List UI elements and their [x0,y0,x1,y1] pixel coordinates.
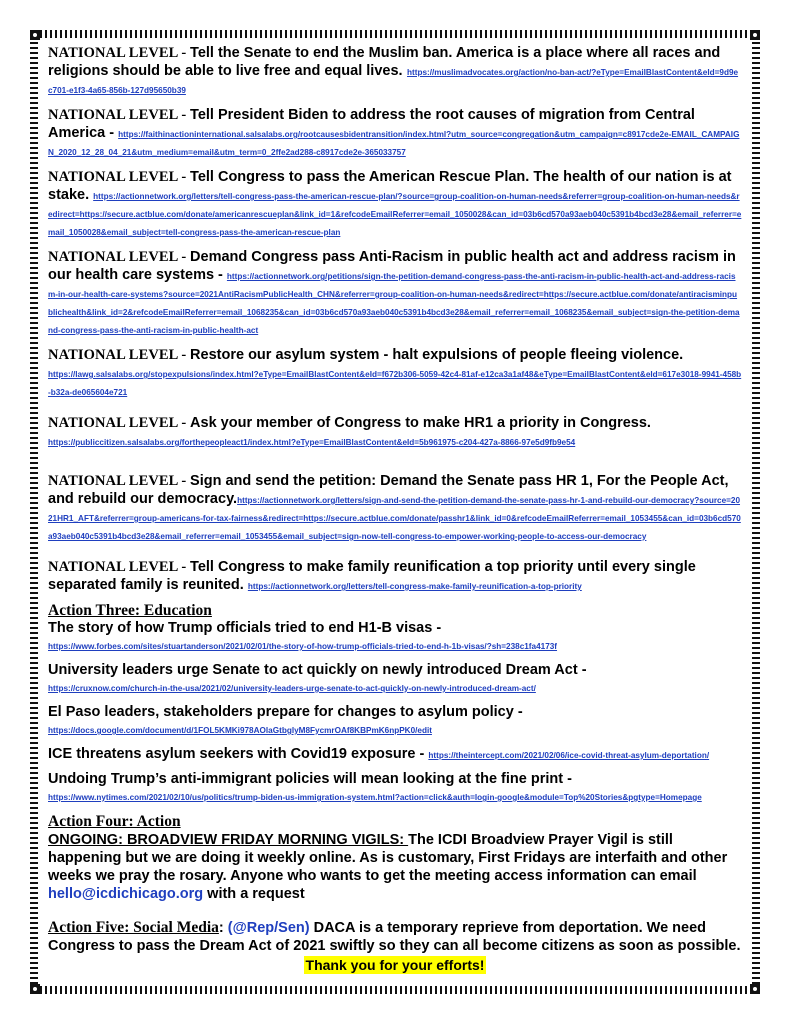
action-link[interactable]: https://publiccitizen.salsalabs.org/forthepeopleact1/index.html?eType=EmailBlastContent&eId=5b961975-c204-427a-8866-97e5d9fb9e54 [48,438,576,447]
border-corner [30,984,40,994]
social-media-paragraph [48,919,742,955]
news-title: El Paso leaders, stakeholders prepare for changes to asylum policy - [48,704,523,720]
level-label: NATIONAL LEVEL - [48,107,191,123]
national-item [48,106,742,160]
document-content [48,44,742,974]
level-label: NATIONAL LEVEL - [48,45,191,61]
action-text: Ask your member of Congress to make HR1 a priority in Congress. [190,415,651,431]
action-text: Tell President Biden to address the root causes of migration from Central America - [48,107,695,141]
vigil-heading: ONGOING: BROADVIEW FRIDAY MORNING VIGILS: [48,832,409,848]
vigil-paragraph [48,831,742,903]
national-item [48,168,742,240]
level-label: NATIONAL LEVEL - [48,347,191,363]
level-label: NATIONAL LEVEL - [48,415,191,431]
social-media-text: DACA is a temporary reprieve from deportation. We need Congress to pass the Dream Act of 2021 swiftly so they can all become citizens as soon as possible. [48,920,741,954]
national-item [48,346,742,400]
heading-colon: : [218,920,228,936]
action-link[interactable]: https://actionnetwork.org/letters/tell-congress-make-family-reunification-a-top-priority [247,582,582,591]
level-label: NATIONAL LEVEL - [48,473,191,489]
border-corner [750,30,760,40]
action-text: Restore our asylum system - halt expulsions of people fleeing violence. [190,347,684,363]
news-title: ICE threatens asylum seekers with Covid19 exposure - [48,746,429,762]
news-title: Undoing Trump’s anti-immigrant policies will mean looking at the fine print - [48,771,572,787]
national-item [48,248,742,338]
news-item [48,746,742,763]
border-corner [30,30,40,40]
action-link[interactable]: https://actionnetwork.org/petitions/sign-the-petition-demand-congress-pass-the-anti-racism-in-public-health-act-and-address-racism-in-our-health-care-systems?source=2021AntiRacismPublicHealth_CHN&referrer=group-coalition-on-human-needs&redirect=https://secure.actblue.com/donate/antiracisminpublichealth&link_id=2&refcodeEmailReferrer=email_1068235&can_id=03b6cd570a93aeb040c5391b4bcd3e28&email_referrer=email_1068235&email_subject=sign-the-petition-demand-congress-pass-the-anti-racism-in-public-health-act [48,272,740,335]
level-label: NATIONAL LEVEL - [48,559,191,575]
news-link[interactable]: https://www.nytimes.com/2021/02/10/us/politics/trump-biden-us-immigration-system.html?action=click&auth=login-google&module=Top%20Stories&pgtype=Homepage [48,793,702,802]
email-link[interactable]: hello@icdichicago.org [48,886,204,902]
news-link[interactable]: https://www.forbes.com/sites/stuartanderson/2021/02/01/the-story-of-how-trump-officials-tried-to-end-h-1b-visas/?sh=238c1fa4173f [48,642,558,651]
handle-text: (@Rep/Sen) [227,920,310,936]
national-item [48,558,742,594]
news-item [48,662,742,696]
news-item [48,620,742,654]
action-five-heading: Action Five: Social Media [48,919,219,936]
action-text: Tell Congress to make family reunification a top priority until every single separated family is reunited. [48,559,696,593]
education-heading: Action Three: Education [48,602,212,619]
level-label: NATIONAL LEVEL - [48,249,191,265]
vigil-text: The ICDI Broadview Prayer Vigil is still happening but we are doing it weekly online. As is customary, First Fridays are interfaith and other weeks we pray the rosary. Anyone who wants to get the meeting access information can email [48,832,728,884]
action-four-heading: Action Four: Action [48,813,181,830]
level-label: NATIONAL LEVEL - [48,169,191,185]
national-item [48,44,742,98]
action-text: Tell Congress to pass the American Rescue Plan. The health of our nation is at stake. [48,169,732,203]
news-title: The story of how Trump officials tried to end H1-B visas - [48,620,442,636]
news-link[interactable]: https://theintercept.com/2021/02/06/ice-covid-threat-asylum-deportation/ [428,751,710,760]
news-title: University leaders urge Senate to act quickly on newly introduced Dream Act - [48,662,587,678]
action-link[interactable]: https://muslimadvocates.org/action/no-ban-act/?eType=EmailBlastContent&eId=9d9ec701-e1f3-4a65-856b-127d95650b39 [48,68,739,95]
news-item [48,771,742,805]
thanks-row [48,957,742,974]
vigil-tail: with a request [203,886,305,902]
action-link[interactable]: https://actionnetwork.org/letters/sign-and-send-the-petition-demand-the-senate-pass-hr-1-and-rebuild-our-democracy?source=2021HR1_AFT&referrer=group-americans-for-tax-fairness&redirect=https://secure.actblue.com/donate/passhr1&link_id=0&refcodeEmailReferrer=email_1053455&can_id=03b6cd570a93aeb040c5391b4bcd3e28&email_referrer=email_1053455&email_subject=sign-now-tell-congress-to-empower-working-people-to-access-our-democracy [48,496,741,541]
action-text: Sign and send the petition: Demand the Senate pass HR 1, For the People Act, and rebuild our democracy. [48,473,729,507]
news-link[interactable]: https://docs.google.com/document/d/1FOL5KMKi978AOlaGtbglyM8FycmrOAf8KBPmK6npPK0/edit [48,726,432,735]
action-text: Tell the Senate to end the Muslim ban. America is a place where all races and religions should be able to live free and equal lives. [48,45,721,79]
national-item [48,414,742,450]
action-link[interactable]: https://actionnetwork.org/letters/tell-congress-pass-the-american-rescue-plan/?source=group-coalition-on-human-needs&referrer=group-coalition-on-human-needs&redirect=https://secure.actblue.com/donate/americanrescueplan&link_id=1&refcodeEmailReferrer=email_1050028&can_id=03b6cd570a93aeb040c5391b4bcd3e28&email_referrer=email_1050028&email_subject=tell-congress-pass-the-american-rescue-plan [48,192,742,237]
news-link[interactable]: https://cruxnow.com/church-in-the-usa/2021/02/university-leaders-urge-senate-to-act-quickly-on-newly-introduced-dream-act/ [48,684,536,693]
action-link[interactable]: https://lawg.salsalabs.org/stopexpulsions/index.html?eType=EmailBlastContent&eId=f672b306-5059-42c4-81af-e12ca3a1af48&eType=EmailBlastContent&eId=617e3018-9941-458b-b32a-de065604e721 [48,370,742,397]
thanks-banner: Thank you for your efforts! [305,957,485,973]
national-item [48,472,742,544]
news-item [48,704,742,738]
action-text: Demand Congress pass Anti-Racism in public health act and address racism in our health care systems - [48,249,736,283]
border-corner [750,984,760,994]
action-link[interactable]: https://faithinactioninternational.salsalabs.org/rootcausesbidentransition/index.html?utm_source=congregation&utm_campaign=c8917cde2e-EMAIL_CAMPAIGN_2020_12_28_04_21&utm_medium=email&utm_term=0_2ffe2ad288-c8917cde2e-365033757 [48,130,740,157]
